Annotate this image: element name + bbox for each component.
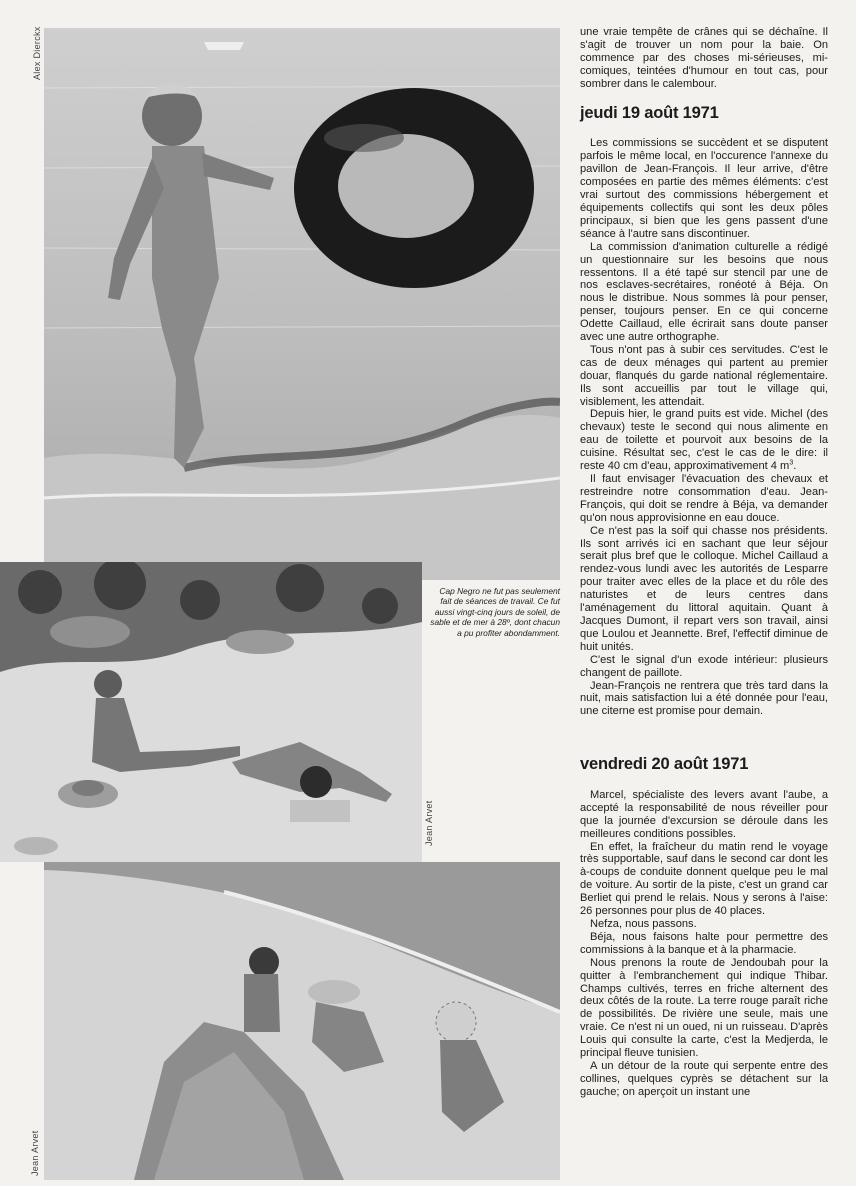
paragraph: En effet, la fraîcheur du matin rend le voyage très supportable, sauf dans le second car dont les à-coups de conduite donnent quelque peu le mal de voiture. Au sortir de la piste, c'est un grand car Berliet qui prend le relais. Nous y serons à l'aise: 26 personnes pour plus de 40 places. [580,840,828,918]
child-with-ring-illustration [44,28,560,580]
middle-photo [0,562,422,862]
paragraph: Nefza, nous passons. [590,917,697,930]
paragraph: Jean-François ne rentrera que très tard dans la nuit, mais satisfaction lui a été donnée pour l'eau, une citerne est promise pour demain. [580,679,828,718]
article-column-top [580,26,828,718]
paragraph: A un détour de la route qui serpente entre des collines, quelques cyprès se détachent sur la gauche; on aperçoit un instant une [580,1059,828,1098]
paragraph: Les commissions se succèdent et se disputent parfois le même local, en l'occurence l'annexe du pavillon de Jean-François. Il leur arrive, d'être composées en partie des mêmes éléments: c'est vrai surtout des commissions hébergement et équipements collectifs qui sont les deux pôles principaux, si bien que les gens passent d'une séance à l'autre sans discontinuer. [580,137,828,240]
top-photo-credit: Alex Dierckx [32,26,42,80]
paragraph: C'est le signal d'un exode intérieur: plusieurs changent de paillote. [580,653,828,679]
top-photo [44,28,560,580]
photo-caption: Cap Negro ne fut pas seulement fait de séances de travail. Ce fut aussi vingt-cinq jours de soleil, de sable et de mer à 28º, dont chacun a pu profiter abondamment. [430,586,560,638]
middle-photo-credit: Jean Arvet [424,800,434,846]
paragraph: Tous n'ont pas à subir ces servitudes. C'est le cas de deux ménages qui partent au premier douar, flanqués du garde national réglementaire. Ils sont accueillis par tout le village qui, visiblement, les attendait. [580,343,828,408]
paragraph: Nous prenons la route de Jendoubah pour la quitter à l'embranchement qui indique Thibar. Champs cultivés, terres en friche alternent des deux côtés de la route. La terre rouge paraît riche de possibilités. De rivière une seule, mais une vraie. Ce n'est ni un oued, ni un ruisseau. D'après Louis qui consulte la carte, c'est la Medjerda, le principal fleuve tunisien. [580,956,828,1060]
sunbathers-illustration [0,562,422,862]
paragraph: Ce n'est pas la soif qui chasse nos présidents. Ils sont arrivés ici en sachant que leur séjour serait plus bref que le colloque. Michel Caillaud a rendez-vous lundi avec les autorités de Lesparre pour traiter avec elles de la place et du rôle des naturistes et de leurs centres dans l'aménagement du littoral aquitain. Quant à Jacques Dumont, il repart vers son travail, ainsi que Loulou et Jeannette. Bref, l'effectif diminue de huit unités. [580,524,828,653]
paragraph-text: Depuis hier, le grand puits est vide. Michel (des chevaux) teste le second qui nous alimente en eau de toilette et pourvoit aux besoins de la cuisine. Résultat sec, c'est le cas de le dire: il reste 40 cm d'eau, approximativement 4 m [580,408,828,473]
paragraph: Marcel, spécialiste des levers avant l'aube, a accepté la responsabilité de nous réveiller pour que la journée d'excursion se déroule dans les meilleures conditions possibles. [580,788,828,840]
paragraph: Il faut envisager l'évacuation des chevaux et restreindre notre consommation d'eau. Jean-François, qui doit se rendre à Béja, va demander qu'on nous approvisionne en eau douce. [580,473,828,524]
bottom-photo [44,862,560,1180]
paragraph [580,408,828,473]
sandcastle-illustration [44,862,560,1180]
paragraph: La commission d'animation culturelle a rédigé un questionnaire sur les besoins que nous ressentons. Il a été tapé sur stencil par une de nos esclaves-secrétaires, ronéoté à Béja. On nous le distribue. Nous sommes là pour penser, penser, toujours penser. En ce qui concerne Odette Caillaud, elle écrirait sans doute panser avec une autre orthographe. [580,240,828,344]
intro-paragraph: une vraie tempête de crânes qui se déchaîne. Il s'agit de trouver un nom pour la baie. On commence par des choses mi-sérieuses, mi-comiques, teintées d'humour en tout cas, pour sombrer dans le calembour. [580,26,828,90]
superscript: 3 [789,459,794,467]
heading-jeudi: jeudi 19 août 1971 [580,103,719,122]
article-column-bottom [580,755,828,1099]
heading-vendredi: vendredi 20 août 1971 [580,755,749,773]
paragraph-end: . [793,460,797,473]
bottom-photo-credit: Jean Arvet [30,1130,40,1176]
paragraph: Béja, nous faisons halte pour permettre des commissions à la banque et à la pharmacie. [580,930,828,956]
